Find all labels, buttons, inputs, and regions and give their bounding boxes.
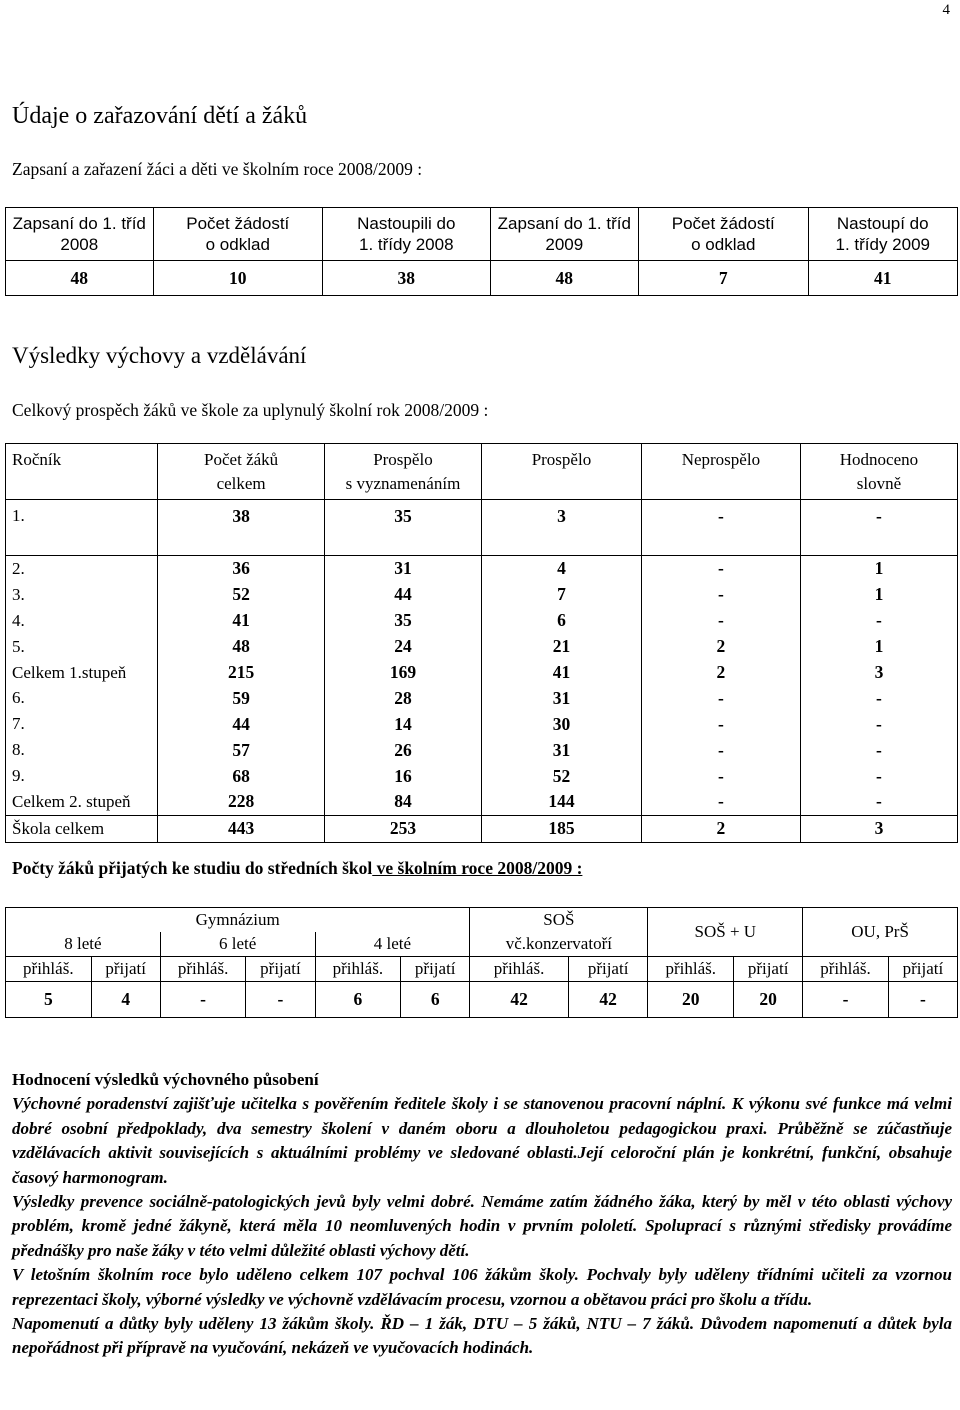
results-heading: Výsledky výchovy a vzdělávání — [12, 343, 307, 368]
cell-value: 7 — [481, 582, 641, 608]
page-number: 4 — [942, 2, 950, 18]
header-cell: Počet žádostí o odklad — [153, 208, 322, 261]
sub-label-cell: přihláš. — [315, 957, 401, 982]
cell-value: 57 — [158, 737, 325, 763]
cell-value: 4 — [481, 556, 641, 582]
row-label: 5. — [6, 634, 158, 660]
admissions-values-row — [6, 982, 958, 1018]
sub-label-cell: přihláš. — [6, 957, 92, 982]
row-label: 3. — [6, 582, 158, 608]
header-cell: Zapsaní do 1. tříd 2008 — [6, 208, 154, 261]
sub-label-cell: přijatí — [91, 957, 160, 982]
cell-value: 52 — [481, 763, 641, 789]
row-label: 1. — [6, 500, 158, 556]
value-cell: - — [246, 982, 315, 1018]
value-cell: 20 — [734, 982, 803, 1018]
cell-value: - — [800, 500, 957, 556]
cell-value: 84 — [324, 789, 481, 815]
cell-value: 14 — [324, 711, 481, 737]
value-cell: 38 — [323, 261, 491, 296]
row-label: 6. — [6, 685, 158, 711]
enrollment-values-row — [6, 261, 958, 296]
cell-value: 41 — [481, 660, 641, 686]
cell-value: 52 — [158, 582, 325, 608]
results-header-row — [6, 444, 958, 500]
cell-value: 24 — [324, 634, 481, 660]
sub-label-cell: přihláš. — [803, 957, 889, 982]
value-cell: 6 — [315, 982, 401, 1018]
admissions-table — [5, 907, 958, 1018]
results-table — [5, 443, 958, 843]
evaluation-section — [12, 1068, 952, 1361]
header-cell: Prospělo s vyznamenáním — [324, 444, 481, 500]
cell-value: 28 — [324, 685, 481, 711]
row-label: Škola celkem — [6, 815, 158, 842]
cell-value: - — [641, 789, 800, 815]
table-row — [6, 608, 958, 634]
cell-value: 68 — [158, 763, 325, 789]
header-cell: Hodnoceno slovně — [800, 444, 957, 500]
cell-value: - — [800, 737, 957, 763]
row-label: 8. — [6, 737, 158, 763]
cell-value: - — [800, 685, 957, 711]
value-cell: - — [160, 982, 246, 1018]
enrollment-subtitle: Zapsaní a zařazení žáci a děti ve školním roce 2008/2009 : — [12, 159, 423, 179]
cell-value: - — [800, 711, 957, 737]
table-row — [6, 582, 958, 608]
value-cell: 48 — [6, 261, 154, 296]
cell-value: 44 — [158, 711, 325, 737]
cell-value: 1 — [800, 634, 957, 660]
cell-value: 1 — [800, 582, 957, 608]
row-label: Celkem 1.stupeň — [6, 660, 158, 686]
cell-value: 144 — [481, 789, 641, 815]
cell-value: 228 — [158, 789, 325, 815]
value-cell: 6 — [401, 982, 470, 1018]
gymnazium-header: Gymnázium — [6, 908, 470, 933]
cell-value: 21 — [481, 634, 641, 660]
row-label: 7. — [6, 711, 158, 737]
table-row — [6, 634, 958, 660]
header-cell: Neprospělo — [641, 444, 800, 500]
value-cell: 4 — [91, 982, 160, 1018]
value-cell: 48 — [490, 261, 639, 296]
gym-type-8: 8 leté — [6, 932, 161, 957]
value-cell: - — [888, 982, 957, 1018]
cell-value: - — [641, 556, 800, 582]
cell-value: 31 — [481, 737, 641, 763]
cell-value: 2 — [641, 660, 800, 686]
table-row — [6, 711, 958, 737]
admissions-sublabel-row — [6, 957, 958, 982]
cell-value: 35 — [324, 608, 481, 634]
sub-label-cell: přijatí — [401, 957, 470, 982]
table-row — [6, 737, 958, 763]
cell-value: - — [800, 763, 957, 789]
sub-label-cell: přijatí — [568, 957, 648, 982]
row-label: 4. — [6, 608, 158, 634]
cell-value: 36 — [158, 556, 325, 582]
cell-value: 35 — [324, 500, 481, 556]
cell-value: - — [641, 500, 800, 556]
evaluation-paragraph: V letošním školním roce bylo uděleno celkem 107 pochval 106 žákům školy. Pochvaly byly uděleny třídními učiteli za vzornou reprezentaci školy, výborné výsledky ve výchovně vzdělávacím procesu, vzornou a obětavou práci pro školu a třídu. — [12, 1265, 952, 1309]
value-cell: 7 — [639, 261, 808, 296]
cell-value: - — [641, 711, 800, 737]
sub-label-cell: přijatí — [246, 957, 315, 982]
cell-value: 253 — [324, 815, 481, 842]
cell-value: 3 — [800, 815, 957, 842]
table-row — [6, 815, 958, 842]
header-cell: Prospělo — [481, 444, 641, 500]
value-cell: 10 — [153, 261, 322, 296]
cell-value: - — [800, 789, 957, 815]
header-cell: Počet žáků celkem — [158, 444, 325, 500]
header-cell: Ročník — [6, 444, 158, 500]
table-row — [6, 789, 958, 815]
sos-subheader: vč.konzervatoří — [470, 932, 648, 957]
cell-value: 31 — [324, 556, 481, 582]
gym-type-6: 6 leté — [160, 932, 315, 957]
cell-value: - — [641, 608, 800, 634]
cell-value: 215 — [158, 660, 325, 686]
header-cell: Nastoupí do 1. třídy 2009 — [808, 208, 958, 261]
sub-label-cell: přijatí — [888, 957, 957, 982]
cell-value: 169 — [324, 660, 481, 686]
sub-label-cell: přihláš. — [648, 957, 734, 982]
header-cell: Nastoupili do 1. třídy 2008 — [323, 208, 491, 261]
table-row — [6, 500, 958, 556]
cell-value: 6 — [481, 608, 641, 634]
enrollment-header-row — [6, 208, 958, 261]
cell-value: 59 — [158, 685, 325, 711]
cell-value: - — [641, 763, 800, 789]
cell-value: 38 — [158, 500, 325, 556]
cell-value: - — [641, 737, 800, 763]
evaluation-paragraph: Výchovné poradenství zajišťuje učitelka s pověřením ředitele školy i se stanovenou pracovní náplní. K výkonu své funkce má velmi dobré osobní předpoklady, dva semestry školení v daném oboru a dlouholetou pedagogickou praxi. Průběžně se zúčastňuje vzdělávacích aktivit souvisejících s aktuálními problémy ve sledované oblasti.Její celoroční plán je konkrétní, funkční, obsahuje časový harmonogram. — [12, 1094, 952, 1187]
header-cell: Počet žádostí o odklad — [639, 208, 808, 261]
cell-value: 1 — [800, 556, 957, 582]
cell-value: 185 — [481, 815, 641, 842]
cell-value: 26 — [324, 737, 481, 763]
gym-type-4: 4 leté — [315, 932, 470, 957]
value-cell: 42 — [470, 982, 569, 1018]
sos-header: SOŠ — [470, 908, 648, 933]
table-row — [6, 685, 958, 711]
sos-u-header: SOŠ + U — [648, 908, 803, 957]
cell-value: 48 — [158, 634, 325, 660]
row-label: Celkem 2. stupeň — [6, 789, 158, 815]
table-row — [6, 763, 958, 789]
page-title: Údaje o zařazování dětí a žáků — [12, 103, 308, 129]
cell-value: - — [800, 608, 957, 634]
results-subtitle: Celkový prospěch žáků ve škole za uplynulý školní rok 2008/2009 : — [12, 400, 489, 420]
value-cell: 42 — [568, 982, 648, 1018]
row-label: 9. — [6, 763, 158, 789]
evaluation-heading: Hodnocení výsledků výchovného působení — [12, 1070, 319, 1089]
value-cell: 41 — [808, 261, 958, 296]
ou-prs-header: OU, PrŠ — [803, 908, 958, 957]
sub-label-cell: přihláš. — [160, 957, 246, 982]
value-cell: 5 — [6, 982, 92, 1018]
cell-value: 16 — [324, 763, 481, 789]
cell-value: - — [641, 685, 800, 711]
value-cell: 20 — [648, 982, 734, 1018]
admissions-heading: Počty žáků přijatých ke studiu do středních škol ve školním roce 2008/2009 : — [12, 858, 583, 878]
cell-value: 2 — [641, 634, 800, 660]
cell-value: 443 — [158, 815, 325, 842]
sub-label-cell: přijatí — [734, 957, 803, 982]
cell-value: 31 — [481, 685, 641, 711]
cell-value: 3 — [481, 500, 641, 556]
header-cell: Zapsaní do 1. tříd 2009 — [490, 208, 639, 261]
sub-label-cell: přihláš. — [470, 957, 569, 982]
evaluation-paragraph: Napomenutí a důtky byly uděleny 13 žákům školy. ŘD – 1 žák, DTU – 5 žáků, NTU – 7 žáků. Důvodem napomenutí a důtek byla nepořádnost při přípravě na vyučování, nekázeň ve vyučovacích hodinách. — [12, 1314, 952, 1358]
cell-value: 3 — [800, 660, 957, 686]
value-cell: - — [803, 982, 889, 1018]
cell-value: - — [641, 582, 800, 608]
row-label: 2. — [6, 556, 158, 582]
table-row — [6, 660, 958, 686]
enrollment-table — [5, 207, 958, 296]
evaluation-paragraph: Výsledky prevence sociálně-patologických jevů byly velmi dobré. Nemáme zatím žádného žáka, který by měl v této oblasti výchovy problém, kromě jedné žákyně, která měla 10 neomluvených hodin v prvním pololetí. Spoluprací s různými středisky provádíme přednášky pro naše žáky v této velmi důležité oblasti výchovy dětí. — [12, 1192, 952, 1260]
table-row — [6, 556, 958, 582]
cell-value: 2 — [641, 815, 800, 842]
cell-value: 44 — [324, 582, 481, 608]
cell-value: 41 — [158, 608, 325, 634]
cell-value: 30 — [481, 711, 641, 737]
